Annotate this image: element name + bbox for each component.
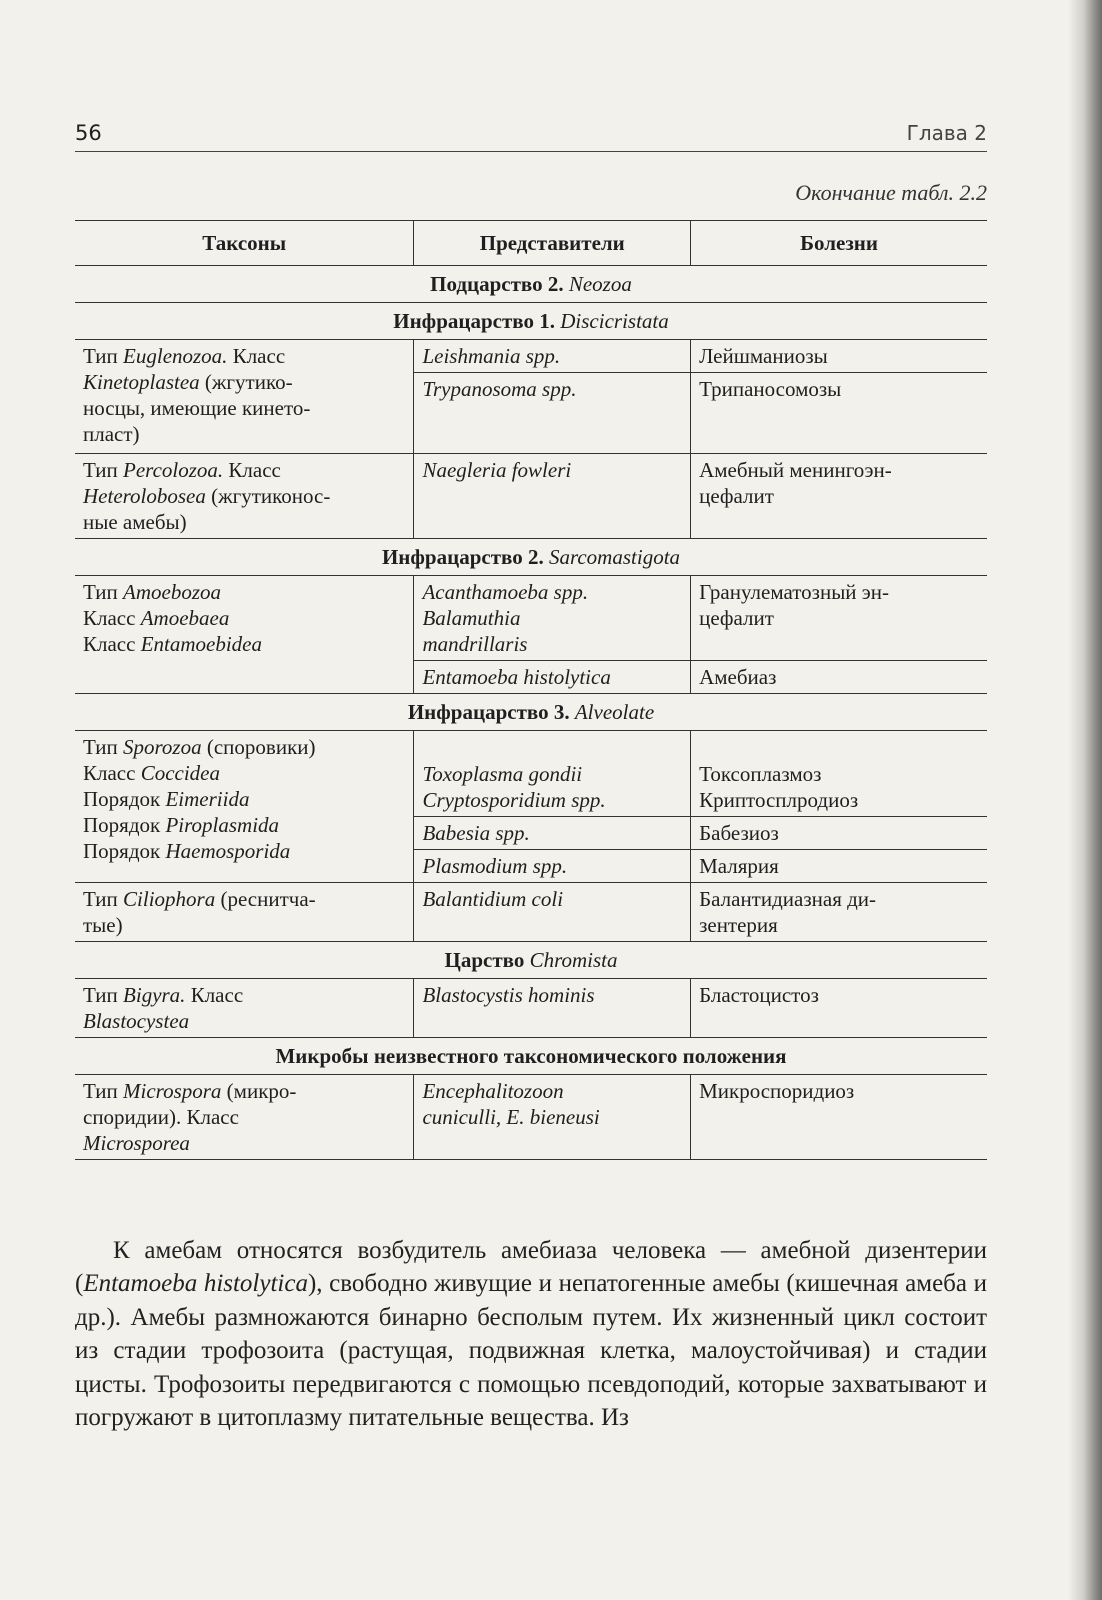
table-row [75, 576, 987, 661]
taxon-latin: Haemosporida [165, 839, 291, 863]
disease-cell: Микроспоридиоз [691, 1075, 987, 1160]
taxon-latin: Bigyra. [123, 983, 186, 1007]
section-heading [75, 694, 987, 731]
running-head [75, 117, 987, 152]
disease-cell: Амебиаз [691, 661, 987, 694]
taxon-latin: Coccidea [140, 761, 221, 785]
section-row [75, 694, 987, 731]
taxon-text: (реснитча- [215, 887, 316, 911]
taxon-text: Тип [83, 887, 124, 911]
taxon-text: Тип [83, 983, 124, 1007]
section-label: Подцарство 2. [430, 272, 564, 296]
taxon-latin: Microsporea [83, 1131, 190, 1155]
table-row [75, 454, 987, 539]
taxon-text: (жгутико- [199, 370, 293, 394]
disease-cell [691, 731, 987, 817]
disease-cell [691, 576, 987, 661]
taxon-cell [75, 576, 414, 694]
taxon-text: Класс [83, 761, 141, 785]
taxon-latin: Ciliophora [123, 887, 216, 911]
taxon-text: Тип [83, 344, 124, 368]
taxon-text: Класс [185, 983, 244, 1007]
taxon-text: Тип [83, 1079, 124, 1103]
disease-text: цефалит [699, 484, 774, 508]
page-number: 56 [75, 121, 102, 145]
taxon-cell [75, 340, 414, 454]
representative-cell: Blastocystis hominis [414, 979, 691, 1038]
taxon-text: Класс [83, 632, 141, 656]
taxon-latin: Blastocystea [83, 1009, 190, 1033]
taxon-cell [75, 731, 414, 883]
section-taxon: Sarcomastigota [548, 545, 681, 569]
taxon-text: Тип [83, 735, 124, 759]
taxon-latin: Microspora [123, 1079, 222, 1103]
taxon-cell [75, 883, 414, 942]
taxon-text: Тип [83, 580, 124, 604]
chapter-title: Глава 2 [906, 121, 987, 145]
section-row [75, 539, 987, 576]
table-caption: Окончание табл. 2.2 [795, 180, 987, 205]
section-heading [75, 942, 987, 979]
taxon-text: пласт) [83, 422, 140, 446]
taxon-text: (жгутиконос- [205, 484, 331, 508]
disease-text: Гранулематозный эн- [699, 580, 890, 604]
representative-cell: Plasmodium spp. [414, 850, 691, 883]
disease-text: Токсоплазмоз [699, 762, 822, 786]
taxon-latin: Kinetoplastea [83, 370, 200, 394]
representative-text: Encephalitozoon [422, 1079, 564, 1103]
table-row [75, 731, 987, 817]
taxon-latin: Percolozoa. [123, 458, 224, 482]
taxon-text: Порядок [83, 839, 166, 863]
taxon-text: Класс [223, 458, 281, 482]
disease-text: цефалит [699, 606, 774, 630]
section-label: Инфрацарство 3. [407, 700, 570, 724]
representative-text: cuniculli, E. bieneusi [422, 1105, 600, 1129]
taxon-latin: Piroplasmida [165, 813, 280, 837]
column-header-representatives: Представители [414, 221, 691, 266]
section-heading: Микробы неизвестного таксономического положения [75, 1038, 987, 1075]
representative-cell: Leishmania spp. [414, 340, 691, 373]
disease-cell: Малярия [691, 850, 987, 883]
taxon-latin: Entamoebidea [140, 632, 263, 656]
taxon-text: Порядок [83, 813, 166, 837]
disease-text: Балантидиазная ди- [699, 887, 877, 911]
representative-text: mandrillaris [422, 632, 528, 656]
taxon-text: Порядок [83, 787, 166, 811]
disease-text: Амебный менингоэн- [699, 458, 892, 482]
representative-text: Balamuthia [422, 606, 521, 630]
taxon-latin: Sporozoa [123, 735, 202, 759]
taxon-latin: Amoebozoa [123, 580, 222, 604]
taxon-cell [75, 1075, 414, 1160]
section-row [75, 266, 987, 303]
representative-cell: Entamoeba histolytica [414, 661, 691, 694]
disease-text: зентерия [699, 913, 778, 937]
representative-cell: Babesia spp. [414, 817, 691, 850]
taxon-latin: Amoebaea [140, 606, 230, 630]
section-label: Инфрацарство 2. [381, 545, 544, 569]
page-edge-shadow [1068, 0, 1102, 1600]
taxon-latin: Euglenozoa. [123, 344, 228, 368]
section-taxon: Chromista [529, 948, 618, 972]
section-taxon: Alveolate [574, 700, 655, 724]
taxon-latin: Eimeriida [165, 787, 250, 811]
body-paragraph [75, 1234, 987, 1434]
taxon-text: (микро- [221, 1079, 297, 1103]
disease-cell [691, 883, 987, 942]
disease-cell: Трипаносомозы [691, 373, 987, 454]
taxon-text: Тип [83, 458, 124, 482]
representative-text: Cryptosporidium spp. [422, 788, 606, 812]
representative-cell: Balantidium coli [414, 883, 691, 942]
section-heading [75, 539, 987, 576]
taxon-cell [75, 454, 414, 539]
table-row [75, 979, 987, 1038]
taxon-text: споридии). Класс [83, 1105, 239, 1129]
taxon-cell [75, 979, 414, 1038]
taxon-text: (споровики) [201, 735, 316, 759]
representative-cell [414, 731, 691, 817]
disease-cell [691, 454, 987, 539]
paragraph-latin: Entamoeba histolytica [83, 1270, 308, 1298]
disease-text: Криптосплродиоз [699, 788, 859, 812]
representative-cell [414, 1075, 691, 1160]
section-row [75, 1038, 987, 1075]
taxon-text: тые) [83, 913, 123, 937]
table-row [75, 1075, 987, 1160]
section-label: Царство [444, 948, 525, 972]
disease-cell: Бластоцистоз [691, 979, 987, 1038]
column-header-diseases: Болезни [691, 221, 987, 266]
disease-cell: Лейшманиозы [691, 340, 987, 373]
paragraph-run: К амебам относятся возбудитель амебиаза человека — амебной дизентерии ( [75, 1237, 987, 1298]
taxa-table [75, 220, 987, 1160]
taxon-text: Класс [227, 344, 286, 368]
table-row [75, 883, 987, 942]
table-header-row [75, 221, 987, 266]
section-taxon: Discicristata [560, 309, 669, 333]
paragraph-text [75, 1234, 987, 1434]
column-header-taxa: Таксоны [75, 221, 414, 266]
section-label: Инфрацарство 1. [393, 309, 555, 333]
representative-cell: Trypanosoma spp. [414, 373, 691, 454]
section-taxon: Neozoa [568, 272, 632, 296]
taxon-text: носцы, имеющие кинето- [83, 396, 311, 420]
section-row [75, 942, 987, 979]
section-heading [75, 266, 987, 303]
representative-cell [414, 576, 691, 661]
disease-cell: Бабезиоз [691, 817, 987, 850]
section-heading [75, 303, 987, 340]
representative-text: Toxoplasma gondii [422, 762, 583, 786]
paragraph-run: ), свободно живущие и непатогенные амебы (кишечная амеба и др.). Амебы размножаются бинарно бесполым путем. Их жизненный цикл состоит из стадии трофозоита (растущая, подвижная клетка, малоустойчивая) и стадии цисты. Трофозоиты передвигаются с помощью псевдоподий, которые захватывают и погружают в цитоплазму питательные вещества. Из [75, 1270, 987, 1432]
table-row [75, 340, 987, 373]
section-row [75, 303, 987, 340]
taxon-text: ные амебы) [83, 510, 187, 534]
taxon-latin: Heterolobosea [83, 484, 206, 508]
taxon-text: Класс [83, 606, 141, 630]
representative-cell: Naegleria fowleri [414, 454, 691, 539]
representative-text: Acanthamoeba spp. [422, 580, 589, 604]
